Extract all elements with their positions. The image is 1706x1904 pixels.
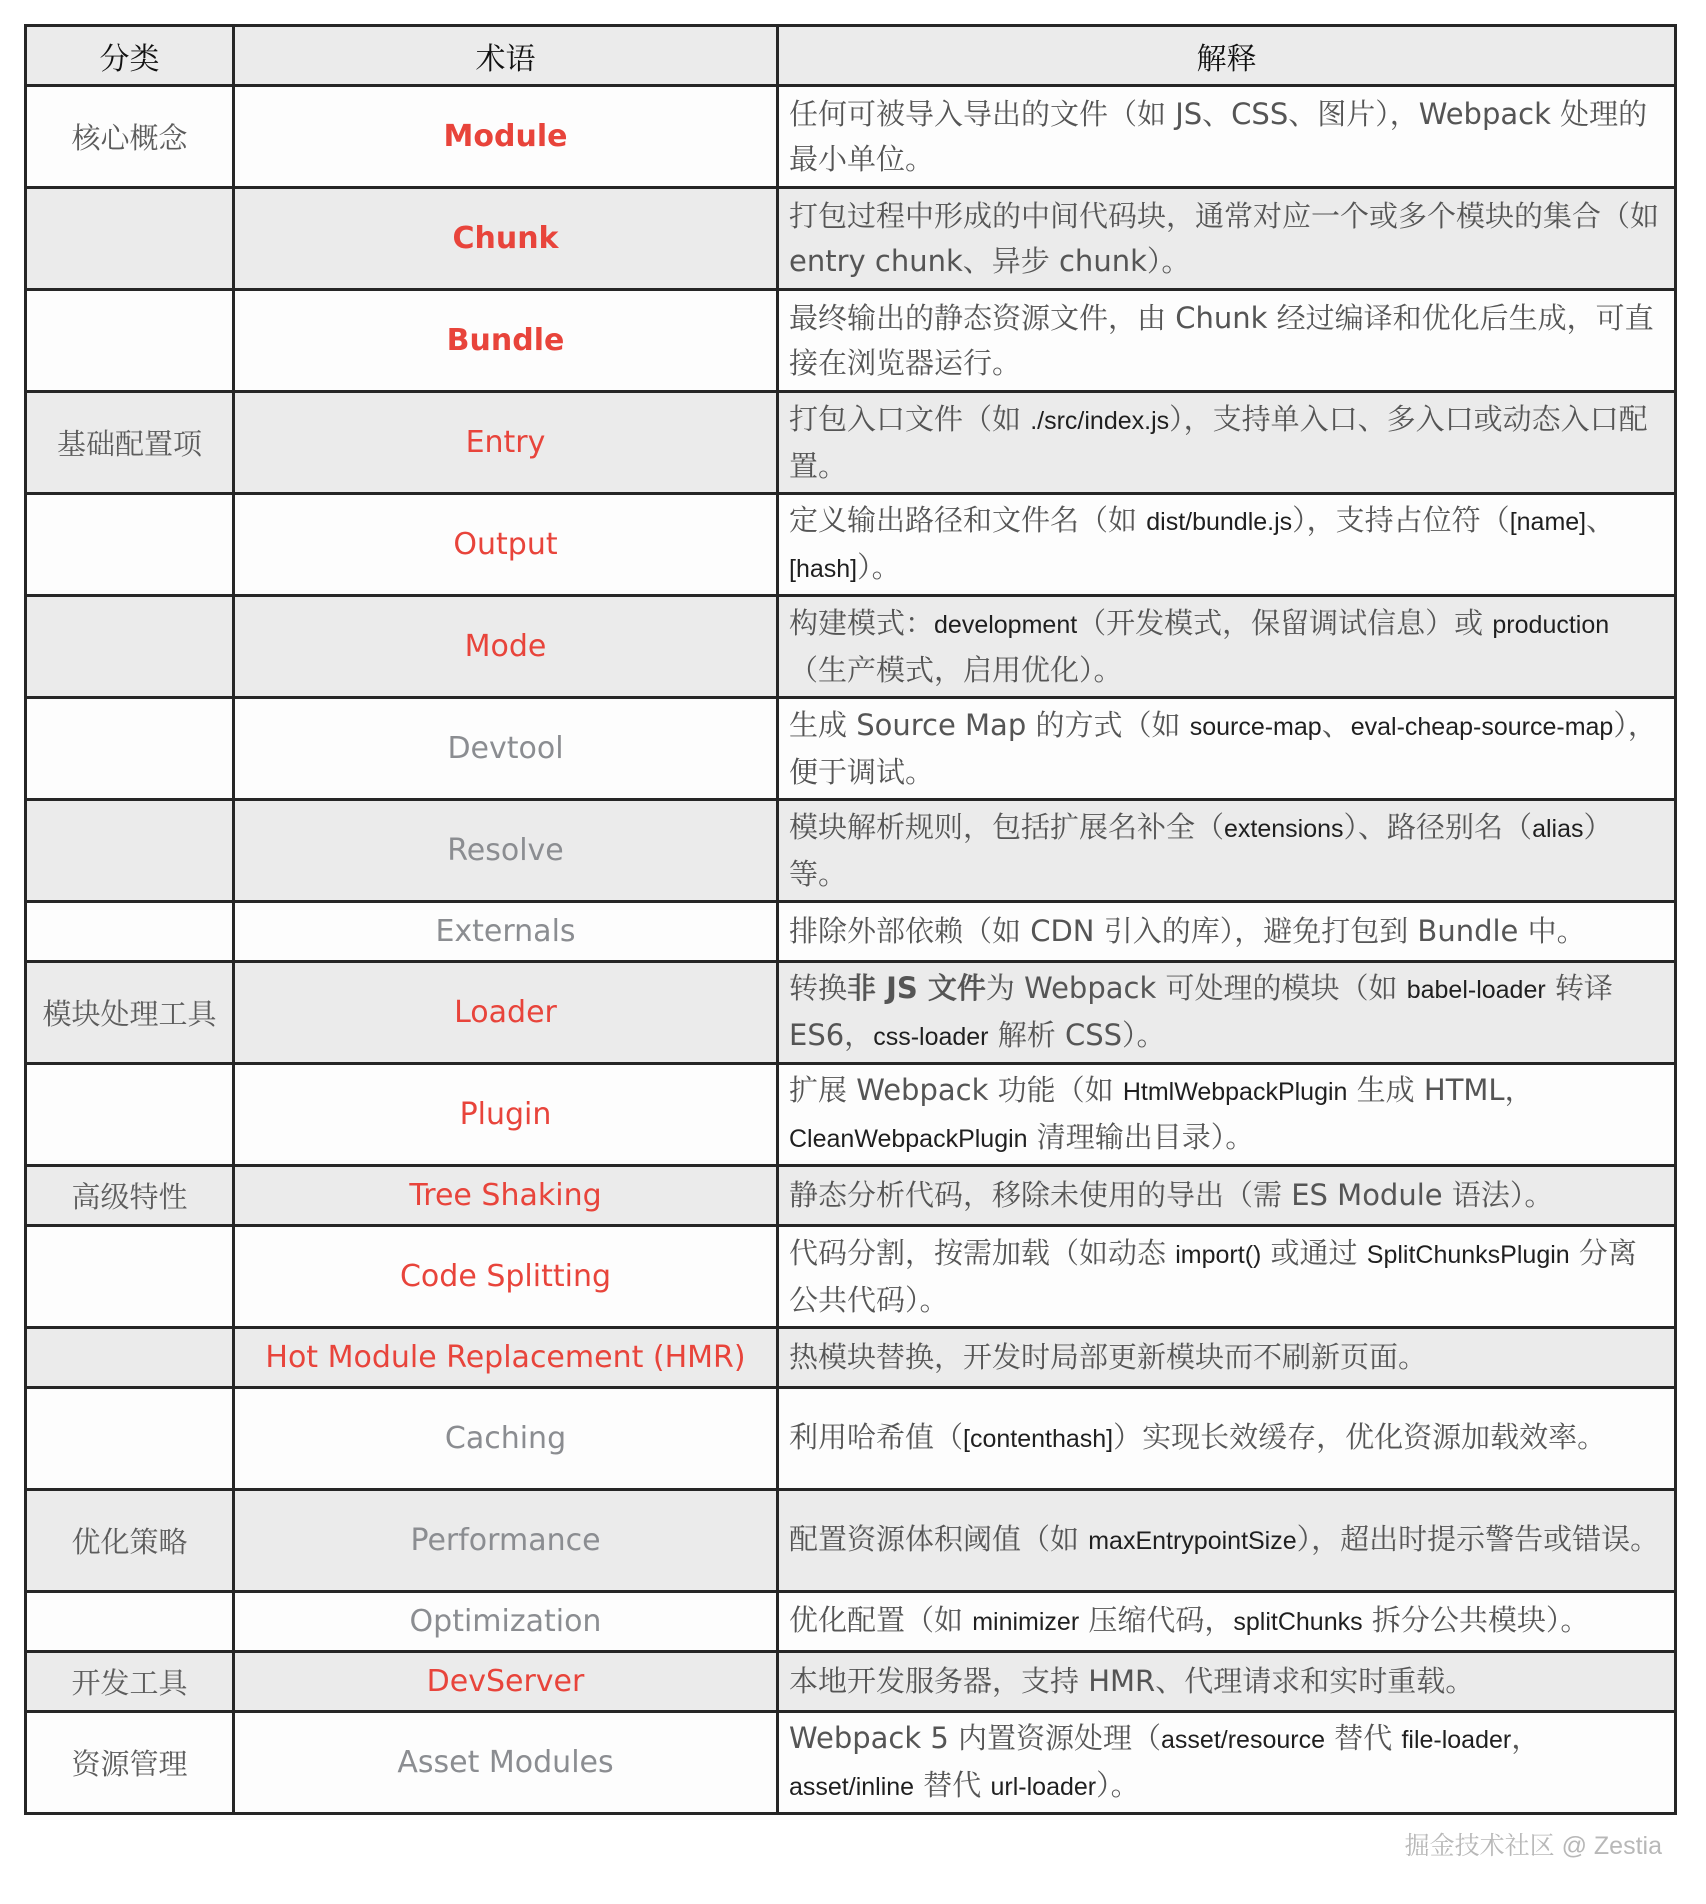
description-text: （生产模式，启用优化）。	[789, 652, 1123, 687]
description-text: 优化配置（如	[789, 1603, 973, 1637]
term-cell: Plugin	[234, 1064, 778, 1166]
inline-code: CleanWebpackPlugin	[789, 1124, 1028, 1153]
description-text: （开发模式，保留调试信息）或	[1077, 605, 1493, 640]
table-row	[26, 86, 1676, 188]
description-text: 定义输出路径和文件名（如	[789, 502, 1147, 537]
table-row	[26, 1652, 1676, 1712]
category-cell	[26, 596, 234, 698]
description-text: ，	[1511, 1720, 1541, 1755]
description-text: ）等。	[789, 809, 1613, 891]
term-cell: Asset Modules	[234, 1712, 778, 1814]
term-cell: Devtool	[234, 698, 778, 800]
term-cell: Tree Shaking	[234, 1166, 778, 1226]
category-cell: 优化策略	[26, 1490, 234, 1592]
description-cell	[778, 902, 1676, 962]
table-row	[26, 902, 1676, 962]
description-text: 为 Webpack 可处理的模块（如	[985, 970, 1407, 1005]
inline-code: dist/bundle.js	[1146, 507, 1293, 536]
description-text: 生成 HTML，	[1347, 1072, 1534, 1107]
description-text: 模块解析规则，包括扩展名补全（	[789, 809, 1225, 844]
description-cell	[778, 86, 1676, 188]
table-row	[26, 800, 1676, 902]
description-cell	[778, 290, 1676, 392]
term-cell: Mode	[234, 596, 778, 698]
inline-code: production	[1492, 610, 1610, 639]
term-cell: DevServer	[234, 1652, 778, 1712]
category-cell	[26, 1226, 234, 1328]
description-text: 热模块替换，开发时局部更新模块而不刷新页面。	[789, 1340, 1428, 1374]
description-text: 、	[1321, 707, 1351, 742]
description-cell	[778, 1388, 1676, 1490]
description-cell	[778, 188, 1676, 290]
description-cell	[778, 1226, 1676, 1328]
category-cell	[26, 800, 234, 902]
category-cell: 模块处理工具	[26, 962, 234, 1064]
category-cell	[26, 698, 234, 800]
description-text: 静态分析代码，移除未使用的导出（需 ES Module 语法）。	[789, 1178, 1554, 1212]
description-cell	[778, 596, 1676, 698]
inline-code: splitChunks	[1233, 1608, 1363, 1636]
description-text: 打包过程中形成的中间代码块，通常对应一个或多个模块的集合（如 entry chunk、异步 chunk）。	[789, 198, 1660, 278]
inline-code: ./src/index.js	[1030, 406, 1170, 435]
description-text: 排除外部依赖（如 CDN 引入的库），避免打包到 Bundle 中。	[789, 914, 1586, 948]
inline-code: [hash]	[789, 554, 858, 583]
table-body	[26, 86, 1676, 1814]
description-cell	[778, 1490, 1676, 1592]
table-row	[26, 1592, 1676, 1652]
inline-code: css-loader	[873, 1022, 989, 1051]
inline-code: minimizer	[972, 1608, 1080, 1636]
description-text: 、	[1586, 502, 1616, 537]
table-row	[26, 1490, 1676, 1592]
description-text: 转译 ES6，	[789, 970, 1613, 1052]
description-text: ）实现长效缓存，优化资源加载效率。	[1113, 1420, 1607, 1454]
table-row	[26, 1328, 1676, 1388]
table-row	[26, 1388, 1676, 1490]
watermark: 掘金技术社区 @ Zestia	[1404, 1832, 1662, 1860]
inline-code: HtmlWebpackPlugin	[1122, 1077, 1348, 1106]
term-cell: Performance	[234, 1490, 778, 1592]
description-text: 清理输出目录）。	[1027, 1119, 1255, 1154]
description-text: 替代	[1325, 1720, 1402, 1755]
description-text: ），支持占位符（	[1292, 502, 1510, 537]
description-cell	[778, 800, 1676, 902]
term-cell: Module	[234, 86, 778, 188]
description-text: 转换	[789, 970, 848, 1005]
description-text: ）。	[857, 549, 901, 584]
category-cell	[26, 1064, 234, 1166]
inline-code: source-map	[1189, 712, 1322, 741]
term-cell: Caching	[234, 1388, 778, 1490]
category-cell	[26, 290, 234, 392]
description-cell	[778, 1166, 1676, 1226]
description-text: 本地开发服务器，支持 HMR、代理请求和实时重载。	[789, 1664, 1475, 1698]
inline-code: babel-loader	[1406, 975, 1546, 1004]
description-text: 拆分公共模块）。	[1362, 1603, 1590, 1637]
inline-code: url-loader	[990, 1772, 1097, 1801]
description-text: ），超出时提示警告或错误。	[1296, 1522, 1660, 1556]
table-row	[26, 698, 1676, 800]
category-cell: 基础配置项	[26, 392, 234, 494]
inline-code: [name]	[1509, 507, 1587, 536]
table-row	[26, 1166, 1676, 1226]
term-cell: Code Splitting	[234, 1226, 778, 1328]
table-row	[26, 188, 1676, 290]
description-cell	[778, 698, 1676, 800]
description-text: Webpack 5 内置资源处理（	[789, 1720, 1162, 1755]
description-text: ）、路径别名（	[1343, 809, 1533, 844]
inline-code: asset/resource	[1161, 1725, 1325, 1754]
bold-text: 非 JS 文件	[847, 970, 986, 1005]
description-text: 扩展 Webpack 功能（如	[789, 1072, 1123, 1107]
inline-code: extensions	[1224, 814, 1344, 843]
description-cell	[778, 494, 1676, 596]
header-description: 解释	[778, 26, 1676, 86]
category-cell	[26, 1388, 234, 1490]
category-cell	[26, 188, 234, 290]
webpack-glossary-table	[24, 24, 1677, 1815]
description-text: 构建模式：	[789, 605, 935, 640]
term-cell: Resolve	[234, 800, 778, 902]
category-cell	[26, 902, 234, 962]
inline-code: eval-cheap-source-map	[1350, 712, 1614, 741]
inline-code: SplitChunksPlugin	[1366, 1240, 1570, 1269]
category-cell	[26, 1592, 234, 1652]
inline-code: alias	[1532, 814, 1584, 843]
description-cell	[778, 962, 1676, 1064]
description-cell	[778, 1064, 1676, 1166]
inline-code: maxEntrypointSize	[1088, 1527, 1297, 1555]
inline-code: [contenthash]	[963, 1425, 1114, 1453]
description-text: 最终输出的静态资源文件，由 Chunk 经过编译和优化后生成，可直接在浏览器运行。	[789, 300, 1654, 380]
table-row	[26, 1064, 1676, 1166]
header-term: 术语	[234, 26, 778, 86]
category-cell: 开发工具	[26, 1652, 234, 1712]
table-row	[26, 290, 1676, 392]
description-text: 任何可被导入导出的文件（如 JS、CSS、图片），Webpack 处理的最小单位。	[789, 96, 1648, 176]
description-text: 分离公共代码）。	[789, 1235, 1637, 1317]
term-cell: Output	[234, 494, 778, 596]
category-cell: 高级特性	[26, 1166, 234, 1226]
table-row	[26, 962, 1676, 1064]
term-cell: Bundle	[234, 290, 778, 392]
description-text: 生成 Source Map 的方式（如	[789, 707, 1190, 742]
term-cell: Chunk	[234, 188, 778, 290]
description-cell	[778, 1652, 1676, 1712]
category-cell: 资源管理	[26, 1712, 234, 1814]
category-cell	[26, 1328, 234, 1388]
inline-code: asset/inline	[789, 1772, 915, 1801]
description-text: 解析 CSS）。	[988, 1017, 1166, 1052]
header-row	[26, 26, 1676, 86]
inline-code: development	[934, 610, 1078, 639]
description-text: ），支持单入口、多入口或动态入口配置。	[789, 401, 1648, 483]
description-text: 压缩代码，	[1079, 1603, 1234, 1637]
description-text: 利用哈希值（	[789, 1420, 964, 1454]
description-cell	[778, 392, 1676, 494]
description-text: 替代	[914, 1767, 991, 1802]
category-cell	[26, 494, 234, 596]
header-category: 分类	[26, 26, 234, 86]
description-cell	[778, 1328, 1676, 1388]
table-row	[26, 1226, 1676, 1328]
inline-code: file-loader	[1401, 1725, 1512, 1754]
term-cell: Entry	[234, 392, 778, 494]
description-text: 或通过	[1261, 1235, 1367, 1270]
category-cell: 核心概念	[26, 86, 234, 188]
table-row	[26, 596, 1676, 698]
description-text: ），便于调试。	[789, 707, 1657, 789]
table-row	[26, 1712, 1676, 1814]
term-cell: Optimization	[234, 1592, 778, 1652]
description-cell	[778, 1712, 1676, 1814]
description-text: 代码分割，按需加载（如动态	[789, 1235, 1176, 1270]
inline-code: import()	[1175, 1240, 1262, 1269]
term-cell: Hot Module Replacement (HMR)	[234, 1328, 778, 1388]
table-row	[26, 494, 1676, 596]
term-cell: Externals	[234, 902, 778, 962]
description-text: 配置资源体积阈值（如	[789, 1522, 1089, 1556]
description-text: 打包入口文件（如	[789, 401, 1031, 436]
term-cell: Loader	[234, 962, 778, 1064]
description-cell	[778, 1592, 1676, 1652]
description-text: ）。	[1096, 1767, 1140, 1802]
table-row	[26, 392, 1676, 494]
